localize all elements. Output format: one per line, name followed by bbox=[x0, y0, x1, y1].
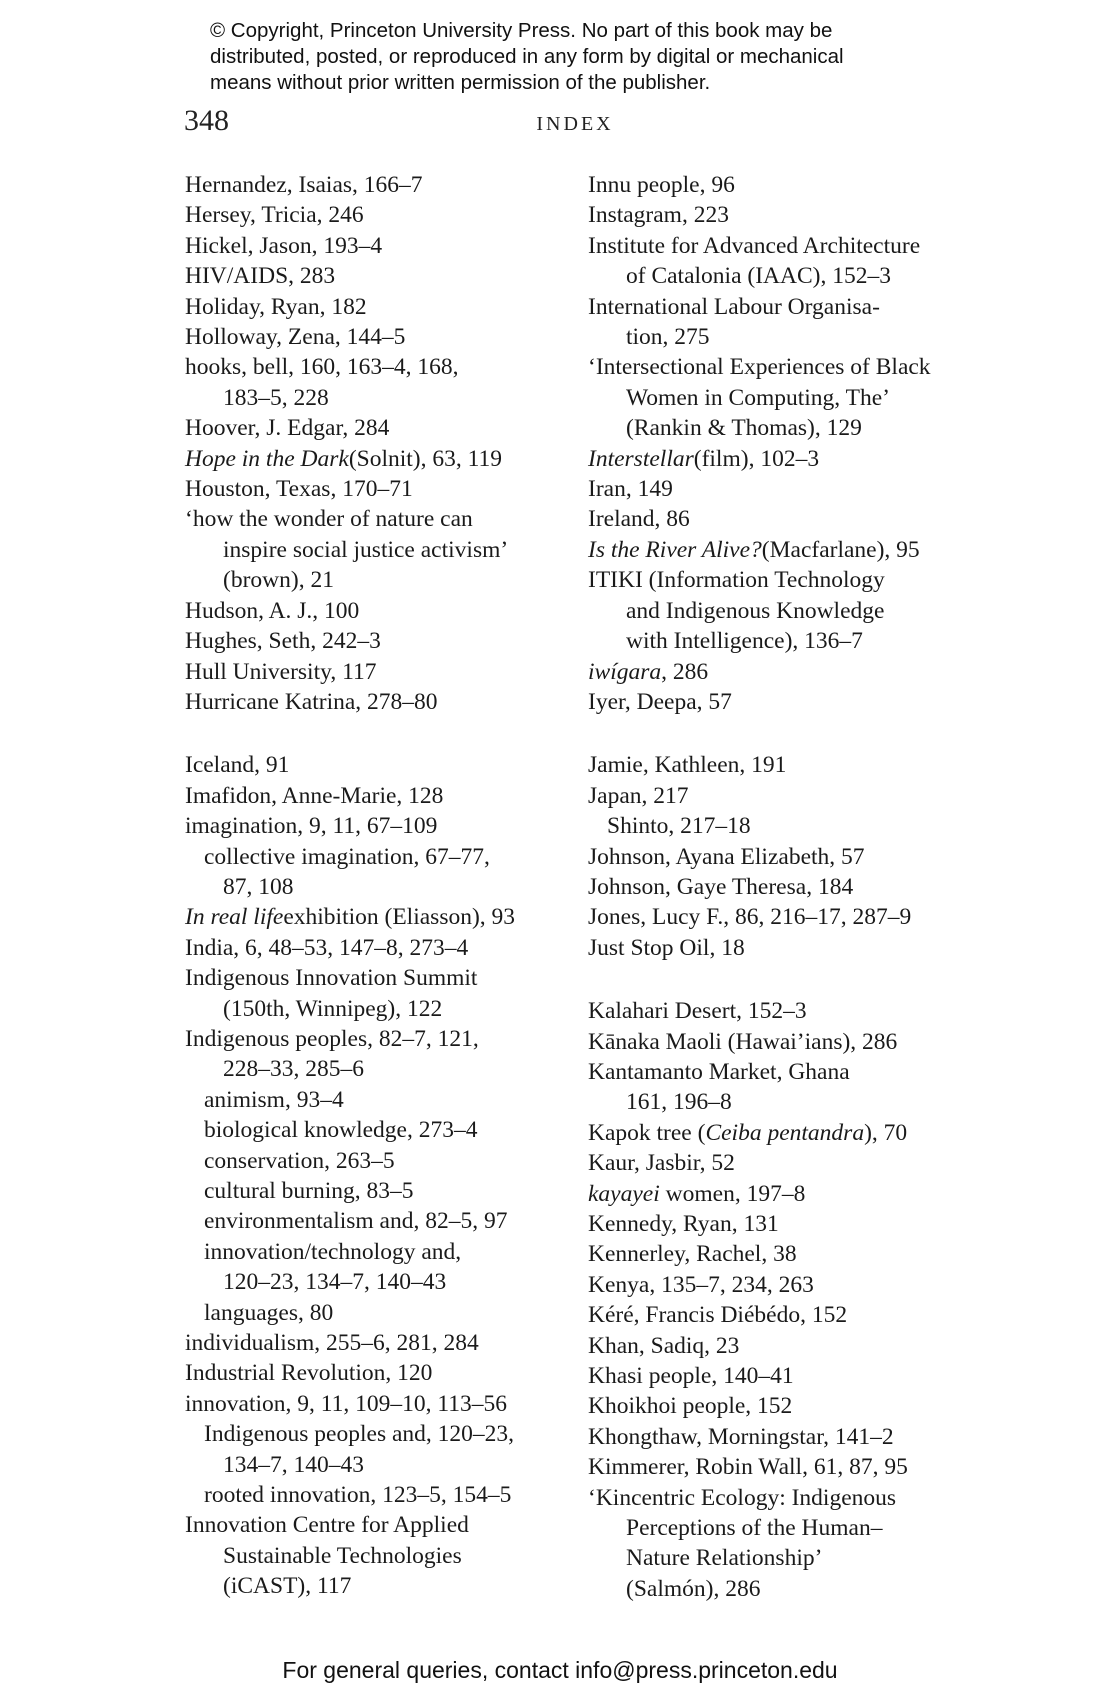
index-entry bbox=[185, 200, 565, 230]
footer-contact: For general queries, contact info@press.princeton.edu bbox=[282, 1657, 838, 1683]
index-entry bbox=[588, 1179, 1008, 1209]
index-entry-text: Ireland, 86 bbox=[588, 506, 690, 533]
index-entry-text: Just Stop Oil, 18 bbox=[588, 934, 745, 961]
index-entry bbox=[588, 750, 1008, 780]
index-entry bbox=[185, 626, 565, 656]
index-entry-text: Khongthaw, Morningstar, 141–2 bbox=[588, 1423, 894, 1450]
index-entry-text: Iyer, Deepa, 57 bbox=[588, 688, 732, 715]
index-entry-text: International Labour Organisa- bbox=[588, 293, 880, 320]
index-entry bbox=[185, 963, 565, 993]
index-entry-text: of Catalonia (IAAC), 152–3 bbox=[626, 263, 891, 290]
index-entry-text: Instagram, 223 bbox=[588, 202, 729, 229]
index-entry-text: Johnson, Gaye Theresa, 184 bbox=[588, 873, 854, 900]
index-entry bbox=[588, 200, 1008, 230]
index-entry-text: animism, 93–4 bbox=[204, 1086, 344, 1113]
index-entry-text: innovation/technology and, bbox=[204, 1238, 462, 1265]
index-entry-text: Kalahari Desert, 152–3 bbox=[588, 998, 807, 1025]
index-entry-text: 228–33, 285–6 bbox=[223, 1056, 364, 1083]
index-entry-text: Kennedy, Ryan, 131 bbox=[588, 1211, 779, 1237]
index-column-right bbox=[588, 170, 1008, 1604]
index-subentry bbox=[185, 1480, 565, 1510]
index-entry-text: Kantamanto Market, Ghana bbox=[588, 1058, 850, 1085]
index-entry bbox=[588, 292, 1008, 322]
index-entry bbox=[588, 996, 1008, 1026]
index-entry bbox=[588, 902, 1008, 932]
index-entry-text: cultural burning, 83–5 bbox=[204, 1178, 414, 1204]
index-entry bbox=[185, 322, 565, 352]
index-entry-text: 87, 108 bbox=[223, 873, 294, 900]
index-entry-text: ‘Intersectional Experiences of Black bbox=[588, 354, 931, 381]
index-subentry bbox=[185, 1419, 565, 1449]
index-entry-continuation bbox=[588, 1574, 1008, 1604]
index-entry-text: (iCAST), 117 bbox=[223, 1573, 352, 1600]
copyright-line: © Copyright, Princeton University Press. No part of this book may be bbox=[210, 19, 833, 42]
index-entry-text: Hudson, A. J., 100 bbox=[185, 597, 360, 624]
index-entry-text: Hernandez, Isaias, 166–7 bbox=[185, 172, 423, 198]
index-entry-continuation bbox=[185, 1571, 565, 1601]
index-entry-text: Holiday, Ryan, 182 bbox=[185, 293, 367, 320]
index-entry-text: Industrial Revolution, 120 bbox=[185, 1360, 433, 1387]
index-entry bbox=[185, 413, 565, 443]
index-entry bbox=[185, 781, 565, 811]
index-entry-text: and Indigenous Knowledge bbox=[626, 597, 885, 624]
index-entry bbox=[588, 872, 1008, 902]
index-entry-text: India, 6, 48–53, 147–8, 273–4 bbox=[185, 934, 469, 961]
copyright-line: distributed, posted, or reproduced in any form by digital or mechanical bbox=[210, 45, 844, 68]
index-entry-text: Iran, 149 bbox=[588, 476, 673, 503]
index-entry-text: Hoover, J. Edgar, 284 bbox=[185, 415, 390, 442]
index-entry bbox=[185, 1328, 565, 1358]
index-entry-continuation bbox=[588, 261, 1008, 291]
letter-group-gap bbox=[588, 963, 1008, 996]
index-entry-text: Nature Relationship’ bbox=[626, 1545, 823, 1572]
index-entry-continuation bbox=[185, 1054, 565, 1084]
index-entry-text: biological knowledge, 273–4 bbox=[204, 1117, 478, 1144]
index-entry-text: Kimmerer, Robin Wall, 61, 87, 95 bbox=[588, 1454, 908, 1481]
index-entry-text: exhibition (Eliasson), 93 bbox=[283, 904, 516, 931]
index-entry-italic-title: Hope in the Dark bbox=[185, 445, 349, 472]
index-entry-text: Khoikhoi people, 152 bbox=[588, 1393, 793, 1420]
index-entry-text: Kaur, Jasbir, 52 bbox=[588, 1150, 735, 1177]
index-entry bbox=[588, 1391, 1008, 1421]
index-entry bbox=[588, 1148, 1008, 1178]
index-entry bbox=[588, 657, 1008, 687]
index-entry-text: Sustainable Technologies bbox=[223, 1542, 462, 1569]
index-entry-text: (Rankin & Thomas), 129 bbox=[626, 415, 862, 442]
index-entry bbox=[185, 1024, 565, 1054]
page-number: 348 bbox=[184, 104, 229, 137]
index-entry-italic-title: Interstellar bbox=[588, 445, 694, 472]
index-entry-continuation bbox=[185, 383, 565, 413]
index-entry-continuation bbox=[588, 596, 1008, 626]
index-subentry bbox=[185, 1115, 565, 1145]
index-entry bbox=[588, 535, 1008, 565]
index-subentry bbox=[185, 1146, 565, 1176]
index-entry bbox=[185, 474, 565, 504]
index-entry-text: Hull University, 117 bbox=[185, 658, 377, 685]
index-entry bbox=[588, 1057, 1008, 1087]
index-entry-text: (brown), 21 bbox=[223, 567, 334, 594]
index-entry-text: Perceptions of the Human– bbox=[626, 1515, 883, 1542]
index-entry bbox=[185, 352, 565, 382]
index-entry-text: Hickel, Jason, 193–4 bbox=[185, 232, 383, 259]
index-entry-continuation bbox=[185, 535, 565, 565]
index-entry bbox=[185, 1510, 565, 1540]
index-entry bbox=[588, 1331, 1008, 1361]
index-entry bbox=[185, 933, 565, 963]
index-entry bbox=[588, 1452, 1008, 1482]
index-entry-continuation bbox=[588, 1543, 1008, 1573]
index-entry-text: Houston, Texas, 170–71 bbox=[185, 476, 413, 503]
index-entry bbox=[588, 231, 1008, 261]
index-entry-text: Kenya, 135–7, 234, 263 bbox=[588, 1271, 814, 1298]
index-entry-text: Kennerley, Rachel, 38 bbox=[588, 1241, 797, 1268]
index-entry-text: ), 70 bbox=[864, 1119, 908, 1146]
index-subentry bbox=[185, 1298, 565, 1328]
index-entry-text: Kānaka Maoli (Hawai’ians), 286 bbox=[588, 1028, 898, 1055]
index-entry-continuation bbox=[185, 565, 565, 595]
letter-group-gap bbox=[185, 717, 565, 750]
index-entry-text: inspire social justice activism’ bbox=[223, 536, 509, 563]
index-entry bbox=[185, 687, 565, 717]
index-entry-text: Innovation Centre for Applied bbox=[185, 1512, 469, 1539]
index-entry-text: , 286 bbox=[661, 658, 709, 685]
index-entry-text: (150th, Winnipeg), 122 bbox=[223, 995, 443, 1022]
index-entry bbox=[588, 504, 1008, 534]
index-entry bbox=[185, 444, 565, 474]
index-column-left bbox=[185, 170, 565, 1602]
index-entry-text: tion, 275 bbox=[626, 324, 710, 351]
index-entry-text: Jones, Lucy F., 86, 216–17, 287–9 bbox=[588, 904, 912, 931]
index-entry-text: Indigenous peoples and, 120–23, bbox=[204, 1421, 515, 1448]
index-entry-continuation bbox=[185, 872, 565, 902]
index-entry-text: women, 197–8 bbox=[659, 1180, 806, 1207]
index-entry bbox=[588, 687, 1008, 717]
index-entry-text: individualism, 255–6, 281, 284 bbox=[185, 1330, 479, 1357]
index-entry bbox=[588, 565, 1008, 595]
index-entry-text: Holloway, Zena, 144–5 bbox=[185, 324, 406, 351]
index-entry-text: ‘Kincentric Ecology: Indigenous bbox=[588, 1484, 897, 1511]
index-entry-text: rooted innovation, 123–5, 154–5 bbox=[204, 1482, 512, 1509]
index-subentry bbox=[588, 811, 1008, 841]
index-entry bbox=[185, 292, 565, 322]
index-entry bbox=[588, 170, 1008, 200]
index-subentry bbox=[185, 1176, 565, 1206]
index-entry-text: Imafidon, Anne-Marie, 128 bbox=[185, 782, 444, 809]
index-entry bbox=[588, 1209, 1008, 1239]
index-entry-text: Iceland, 91 bbox=[185, 752, 290, 779]
index-subentry bbox=[185, 1206, 565, 1236]
index-entry-text: Indigenous peoples, 82–7, 121, bbox=[185, 1025, 479, 1052]
index-entry-text: 183–5, 228 bbox=[223, 384, 329, 411]
index-entry bbox=[185, 261, 565, 291]
index-entry-text: environmentalism and, 82–5, 97 bbox=[204, 1208, 508, 1235]
index-entry bbox=[588, 444, 1008, 474]
index-entry-text: Institute for Advanced Architecture bbox=[588, 232, 921, 259]
index-entry bbox=[588, 933, 1008, 963]
index-entry-italic-title: iwígara bbox=[588, 658, 662, 685]
index-entry-text: Shinto, 217–18 bbox=[607, 813, 751, 840]
index-entry-continuation bbox=[588, 1087, 1008, 1117]
index-entry-text: Johnson, Ayana Elizabeth, 57 bbox=[588, 843, 865, 870]
index-entry-continuation bbox=[588, 413, 1008, 443]
index-entry-continuation bbox=[588, 322, 1008, 352]
index-entry-text: languages, 80 bbox=[204, 1299, 334, 1326]
index-entry-text: ITIKI (Information Technology bbox=[588, 567, 885, 594]
index-entry bbox=[588, 1483, 1008, 1513]
index-entry-text: innovation, 9, 11, 109–10, 113–56 bbox=[185, 1390, 508, 1417]
index-entry-text: (Salmón), 286 bbox=[626, 1575, 761, 1602]
index-entry-text: Kapok tree ( bbox=[588, 1119, 706, 1146]
index-entry-text: Japan, 217 bbox=[588, 782, 689, 809]
index-entry bbox=[185, 811, 565, 841]
index-entry bbox=[185, 170, 565, 200]
index-entry-continuation bbox=[588, 1513, 1008, 1543]
index-entry-continuation bbox=[588, 383, 1008, 413]
index-entry bbox=[185, 231, 565, 261]
running-head: INDEX bbox=[536, 113, 614, 135]
index-entry-text: (Macfarlane), 95 bbox=[761, 536, 920, 563]
index-entry-text: (film), 102–3 bbox=[693, 445, 820, 472]
index-subentry bbox=[185, 1237, 565, 1267]
index-entry-text: Hersey, Tricia, 246 bbox=[185, 202, 364, 229]
index-entry-text: conservation, 263–5 bbox=[204, 1147, 395, 1174]
index-entry-italic-title: kayayei bbox=[588, 1180, 660, 1207]
index-entry-continuation bbox=[185, 1541, 565, 1571]
index-entry-text: ‘how the wonder of nature can bbox=[185, 506, 473, 533]
index-entry-text: 120–23, 134–7, 140–43 bbox=[223, 1269, 447, 1296]
index-entry-continuation bbox=[185, 1267, 565, 1297]
index-entry-text: 161, 196–8 bbox=[626, 1089, 732, 1116]
index-entry bbox=[588, 1118, 1008, 1148]
index-entry bbox=[588, 1270, 1008, 1300]
index-entry-continuation bbox=[185, 1450, 565, 1480]
index-entry-text: collective imagination, 67–77, bbox=[204, 843, 490, 870]
letter-group-gap bbox=[588, 717, 1008, 750]
index-entry-text: Innu people, 96 bbox=[588, 172, 735, 198]
index-entry bbox=[588, 1027, 1008, 1057]
index-entry bbox=[588, 352, 1008, 382]
copyright-line: means without prior written permission of the publisher. bbox=[210, 71, 711, 94]
index-entry bbox=[588, 1422, 1008, 1452]
index-entry bbox=[185, 1358, 565, 1388]
index-entry bbox=[185, 902, 565, 932]
index-entry bbox=[588, 842, 1008, 872]
index-entry-text: Khan, Sadiq, 23 bbox=[588, 1332, 740, 1359]
index-subentry bbox=[185, 842, 565, 872]
index-entry-italic-title: Is the River Alive? bbox=[588, 536, 762, 563]
index-entry-text: 134–7, 140–43 bbox=[223, 1451, 364, 1478]
index-entry-text: Indigenous Innovation Summit bbox=[185, 965, 478, 992]
index-entry-italic-term: Ceiba pentandra bbox=[705, 1119, 865, 1146]
index-entry-text: Hughes, Seth, 242–3 bbox=[185, 628, 381, 655]
index-entry-text: Women in Computing, The’ bbox=[626, 384, 890, 411]
index-entry bbox=[588, 1361, 1008, 1391]
index-subentry bbox=[185, 1085, 565, 1115]
index-entry-text: Jamie, Kathleen, 191 bbox=[588, 752, 787, 779]
index-entry bbox=[588, 1300, 1008, 1330]
index-entry-text: hooks, bell, 160, 163–4, 168, bbox=[185, 354, 459, 381]
index-entry-italic-title: In real life bbox=[185, 904, 284, 931]
index-entry bbox=[588, 781, 1008, 811]
index-entry-text: Kéré, Francis Diébédo, 152 bbox=[588, 1302, 848, 1329]
index-entry-text: Khasi people, 140–41 bbox=[588, 1363, 794, 1390]
index-entry bbox=[185, 504, 565, 534]
index-entry-text: (Solnit), 63, 119 bbox=[348, 445, 502, 472]
index-entry-text: HIV/AIDS, 283 bbox=[185, 263, 336, 290]
index-entry bbox=[588, 1239, 1008, 1269]
index-entry-text: with Intelligence), 136–7 bbox=[626, 628, 863, 655]
index-entry bbox=[185, 1389, 565, 1419]
index-entry-text: Hurricane Katrina, 278–80 bbox=[185, 688, 438, 715]
index-entry-continuation bbox=[185, 994, 565, 1024]
index-entry bbox=[185, 596, 565, 626]
index-entry-text: imagination, 9, 11, 67–109 bbox=[185, 813, 438, 840]
copyright-notice bbox=[210, 18, 970, 96]
index-entry bbox=[185, 750, 565, 780]
index-entry bbox=[588, 474, 1008, 504]
index-entry bbox=[185, 657, 565, 687]
index-entry-continuation bbox=[588, 626, 1008, 656]
